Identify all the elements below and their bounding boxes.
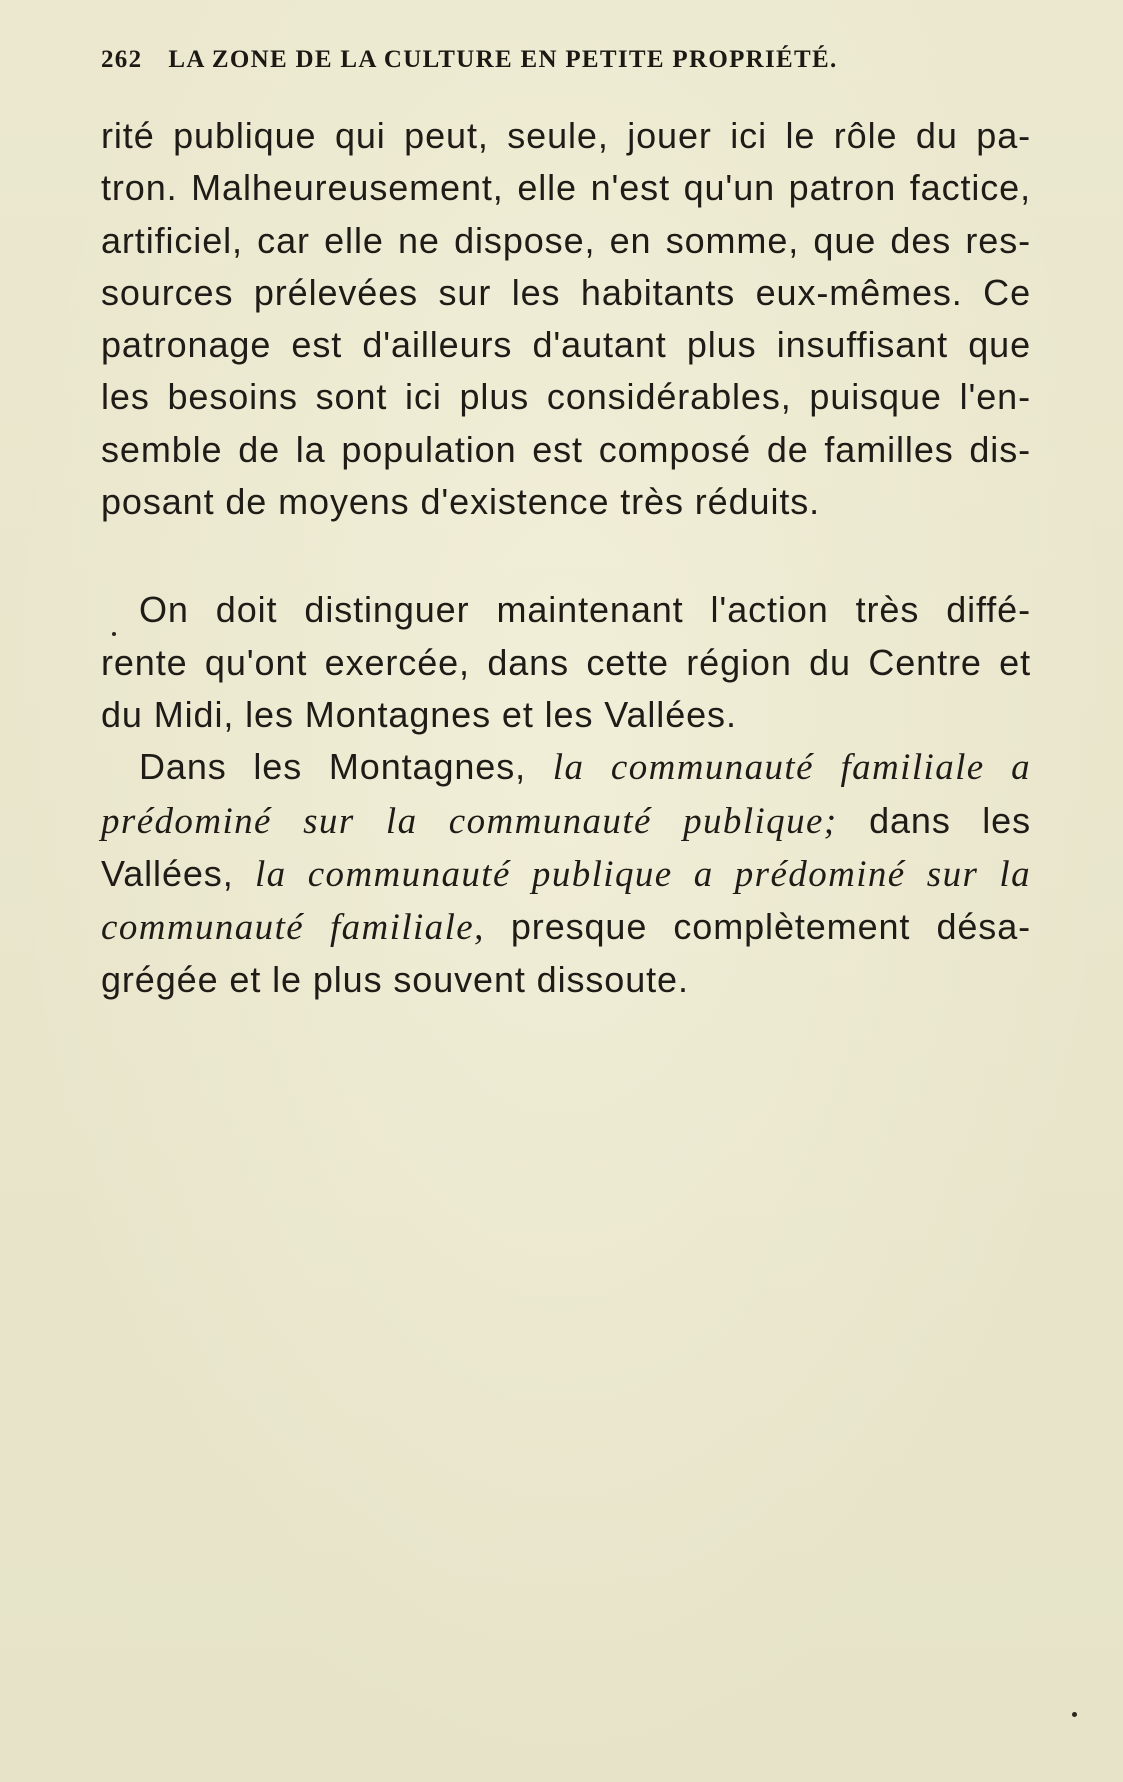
paragraph-3 [101,741,1031,1006]
text-line: les besoins sont ici plus considérables, puisque l'en- [101,376,1031,418]
paragraph-2 [101,584,1031,741]
italic-run: la communauté publique a prédominé sur la [255,853,1031,895]
text-line: rente qu'ont exercée, dans cette région du Centre et [101,641,1031,683]
italic-run: communauté familiale, [101,907,485,949]
text-line: rité publique qui peut, seule, jouer ici le rôle du pa- [101,115,1031,156]
paragraph-gap [101,528,1031,584]
paper-speck [1072,1712,1077,1717]
italic-run: prédominé sur la communauté publique; [101,800,838,842]
text-run: Dans les Montagnes, [139,746,553,788]
text-line: grégée et le plus souvent dissoute. [101,959,689,1001]
text-line: sources prélevées sur les habitants eux-mêmes. Ce [101,271,1031,313]
text-run: Vallées, [101,852,255,894]
text-line [101,795,1031,848]
text-line [101,741,1031,794]
text-line: posant de moyens d'existence très réduits. [101,481,821,523]
text-line: semble de la population est composé de familles dis- [101,428,1031,470]
page-header [101,46,1005,74]
text-line: patronage est d'ailleurs d'autant plus insuffisant que [101,324,1031,366]
text-line: artificiel, car elle ne dispose, en somme, que des res- [101,219,1031,261]
text-run: presque complètement désa- [484,906,1032,948]
paper-speck [112,632,116,636]
italic-run: la communauté familiale a [552,747,1032,789]
text-line: On doit distinguer maintenant l'action très diffé- [139,589,1031,631]
text-line: du Midi, les Montagnes et les Vallées. [101,693,737,735]
page-number: 262 [101,46,143,73]
paragraph-1 [101,110,1031,528]
running-title: LA ZONE DE LA CULTURE EN PETITE PROPRIÉTÉ. [168,46,838,73]
text-run: dans les [837,799,1031,841]
text-line [101,848,1031,901]
text-line [101,901,1031,954]
text-line: tron. Malheureusement, elle n'est qu'un patron factice, [101,167,1031,209]
body-text [101,110,1031,1007]
